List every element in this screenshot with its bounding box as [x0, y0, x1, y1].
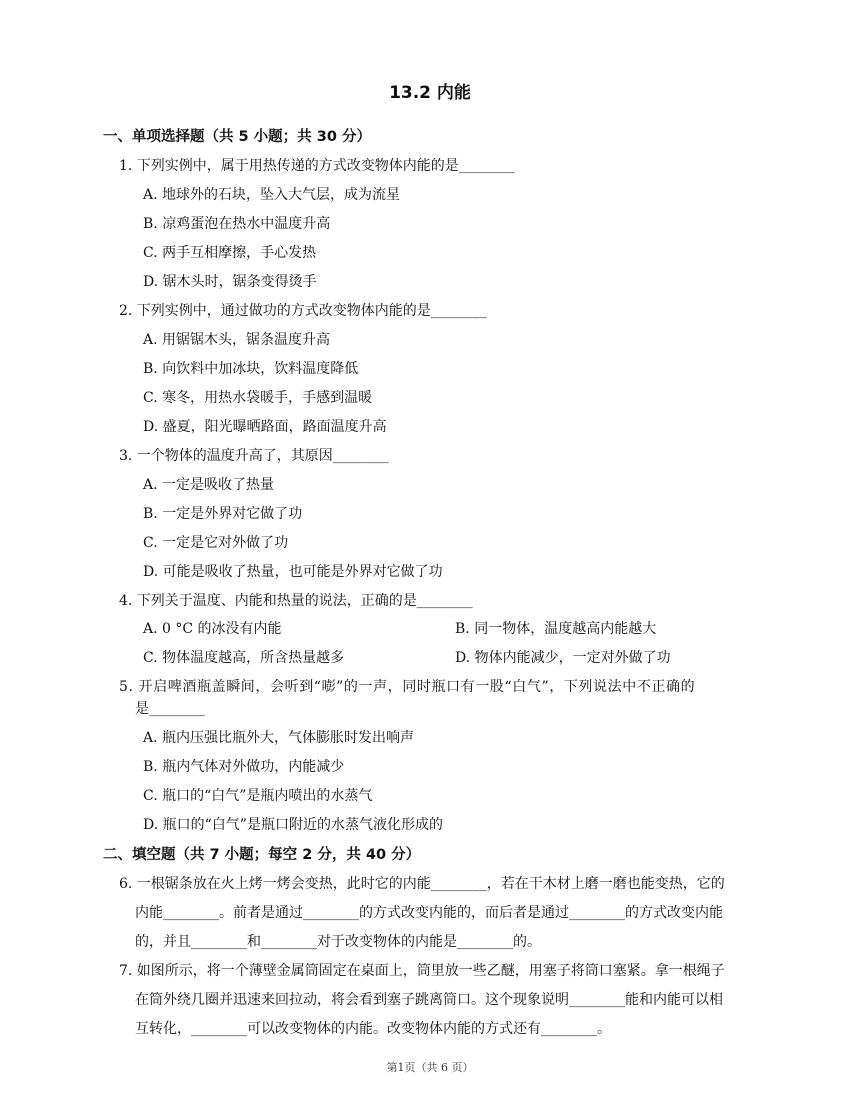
question-4-option-d: D. 物体内能减少，一定对外做了功 — [455, 650, 671, 666]
question-1-option-d: D. 锯木头时，锯条变得烫手 — [143, 274, 317, 290]
question-2-stem: 2. 下列实例中，通过做功的方式改变物体内能的是________ — [119, 303, 487, 319]
question-1-option-a: A. 地球外的石块，坠入大气层，成为流星 — [143, 187, 401, 203]
question-1-stem: 1. 下列实例中，属于用热传递的方式改变物体内能的是________ — [119, 158, 515, 174]
question-4-option-b: B. 同一物体，温度越高内能越大 — [455, 621, 657, 637]
section-heading-choice: 一、单项选择题（共 5 小题；共 30 分） — [103, 129, 371, 145]
question-5-stem-line-1: 5. 开启啤酒瓶盖瞬间，会听到“嘭”的一声，同时瓶口有一股“白气”，下列说法中不正确的 — [119, 679, 696, 695]
question-3-option-d: D. 可能是吸收了热量，也可能是外界对它做了功 — [143, 564, 443, 580]
question-2-option-c: C. 寒冬，用热水袋暖手，手感到温暖 — [143, 390, 373, 406]
question-5-option-c: C. 瓶口的“白气”是瓶内喷出的水蒸气 — [143, 788, 373, 804]
question-3-option-a: A. 一定是吸收了热量 — [143, 477, 275, 493]
page-footer: 第1页（共 6 页） — [386, 1061, 474, 1074]
question-7-line-3: 互转化，________可以改变物体的内能。改变物体内能的方式还有________。 — [135, 1021, 611, 1037]
question-3-stem: 3. 一个物体的温度升高了，其原因________ — [119, 448, 389, 464]
question-7-line-2: 在筒外绕几圈并迅速来回拉动，将会看到塞子跳离筒口。这个现象说明________能和内能可以相 — [135, 992, 723, 1008]
question-5-option-d: D. 瓶口的“白气”是瓶口附近的水蒸气液化形成的 — [143, 817, 443, 833]
question-2-option-b: B. 向饮料中加冰块，饮料温度降低 — [143, 361, 359, 377]
question-7-line-1: 7. 如图所示，将一个薄壁金属筒固定在桌面上，筒里放一些乙醚，用塞子将筒口塞紧。拿一根绳子 — [119, 963, 725, 979]
question-6-line-3: 的，并且________和________对于改变物体的内能是________的。 — [135, 934, 541, 950]
question-5-option-a: A. 瓶内压强比瓶外大，气体膨胀时发出响声 — [143, 730, 415, 746]
question-1-option-b: B. 凉鸡蛋泡在热水中温度升高 — [143, 216, 331, 232]
question-6-line-1: 6. 一根锯条放在火上烤一烤会变热，此时它的内能________，若在干木材上磨一磨也能变热，它的 — [119, 876, 725, 892]
question-3-option-c: C. 一定是它对外做了功 — [143, 535, 289, 551]
question-3-option-b: B. 一定是外界对它做了功 — [143, 506, 303, 522]
question-4-option-c: C. 物体温度越高，所含热量越多 — [143, 650, 345, 666]
question-5-option-b: B. 瓶内气体对外做功，内能减少 — [143, 759, 345, 775]
question-6-line-2: 内能________。前者是通过________的方式改变内能的，而后者是通过________的方式改变内能 — [135, 905, 723, 921]
question-2-option-d: D. 盛夏，阳光曝晒路面，路面温度升高 — [143, 419, 387, 435]
section-heading-fill-blank: 二、填空题（共 7 小题；每空 2 分，共 40 分） — [103, 847, 421, 863]
question-2-option-a: A. 用锯锯木头，锯条温度升高 — [143, 332, 331, 348]
page-title: 13.2 内能 — [389, 83, 471, 103]
question-5-stem-line-2: 是________ — [135, 701, 205, 717]
question-4-option-a: A. 0 °C 的冰没有内能 — [143, 621, 282, 637]
question-1-option-c: C. 两手互相摩擦，手心发热 — [143, 245, 317, 261]
question-4-stem: 4. 下列关于温度、内能和热量的说法，正确的是________ — [119, 593, 473, 609]
